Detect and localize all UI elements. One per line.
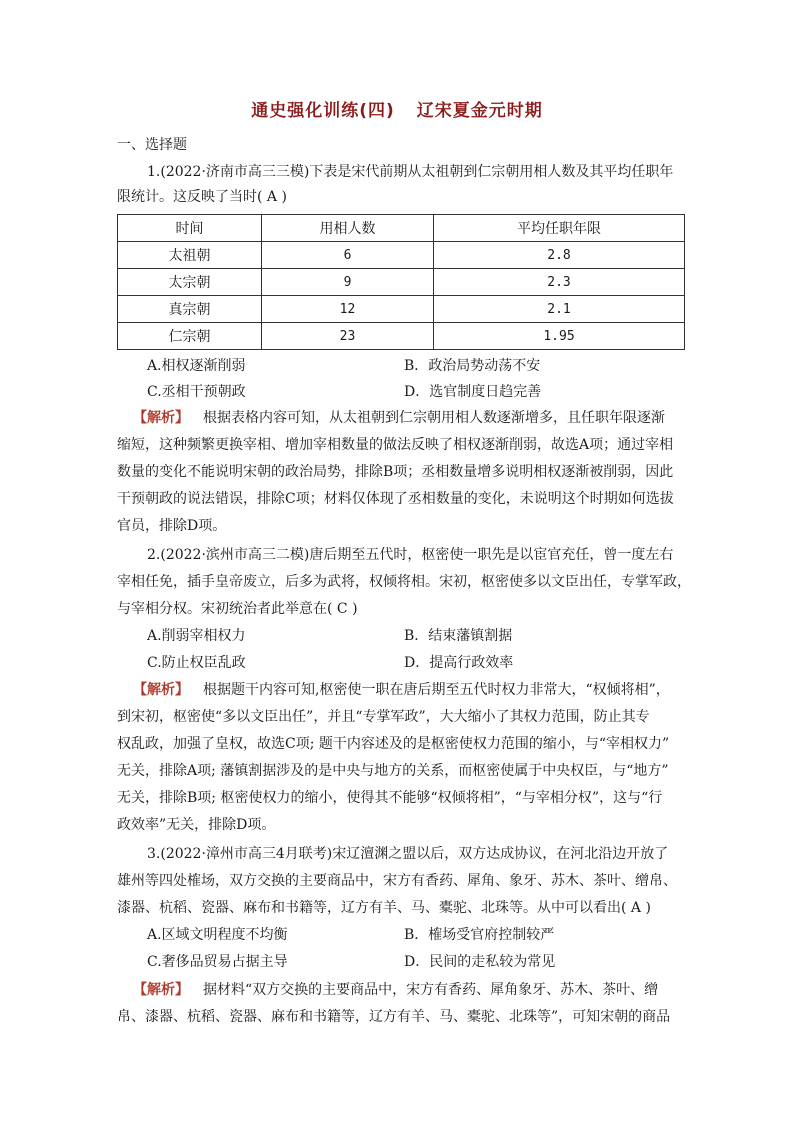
q1-analysis-line-4: 干预朝政的说法错误，排除C项；材料仅体现了丞相数量的变化，未说明这个时期如何选拔 bbox=[117, 491, 674, 507]
q1-statistics-table bbox=[117, 214, 685, 350]
q2-stem-line-3: 与宰相分权。宋初统治者此举意在( C ) bbox=[117, 601, 358, 617]
q1-option-a: A.相权逐渐削弱 bbox=[147, 358, 246, 374]
page-title bbox=[0, 96, 794, 121]
table-cell: 23 bbox=[262, 323, 434, 350]
table-cell: 12 bbox=[262, 296, 434, 323]
q2-option-c: C.防止权臣乱政 bbox=[147, 655, 246, 671]
table-header-cell: 用相人数 bbox=[262, 215, 434, 242]
q3-option-c: C.奢侈品贸易占据主导 bbox=[147, 954, 288, 970]
analysis-tag: 【解析】 bbox=[133, 682, 189, 698]
table-cell: 2.3 bbox=[434, 269, 685, 296]
table-cell: 2.8 bbox=[434, 242, 685, 269]
table-row bbox=[118, 323, 685, 350]
q3-analysis-line-1 bbox=[133, 981, 703, 999]
q2-analysis-line-2: 到宋初，枢密使“多以文臣出任”，并且“专掌军政”，大大缩小了其权力范围，防止其专 bbox=[117, 709, 650, 725]
q2-analysis-line-6: 政效率”无关，排除D项。 bbox=[117, 817, 276, 833]
q1-option-d: D．选官制度日趋完善 bbox=[404, 384, 542, 400]
table-header-cell: 平均任职年限 bbox=[434, 215, 685, 242]
analysis-text: 根据表格内容可知，从太祖朝到仁宗朝用相人数逐渐增多，且任职年限逐渐 bbox=[203, 410, 665, 426]
q3-analysis-line-2: 帛、漆器、杭稻、瓷器、麻布和书籍等，辽方有羊、马、橐驼、北珠等”，可知宋朝的商品 bbox=[117, 1009, 671, 1025]
analysis-text: 根据题干内容可知,枢密使一职在唐后期至五代时权力非常大，“权倾将相”， bbox=[203, 682, 670, 698]
q2-stem-line-2: 宰相任免，插手皇帝废立，后多为武将，权倾将相。宋初，枢密使多以文臣出任，专掌军政， bbox=[117, 574, 691, 590]
table-row bbox=[118, 269, 685, 296]
q1-analysis-line-5: 官员，排除D项。 bbox=[117, 518, 227, 534]
q1-analysis-line-2: 缩短，这种频繁更换宰相、增加宰相数量的做法反映了相权逐渐削弱，故选A项；通过宰相 bbox=[117, 437, 674, 453]
q1-analysis-line-1 bbox=[133, 409, 703, 427]
q3-option-b: B．榷场受官府控制较严 bbox=[404, 927, 555, 943]
q2-option-d: D．提高行政效率 bbox=[404, 655, 514, 671]
q2-analysis-line-5: 无关，排除B项; 枢密使权力的缩小，使得其不能够“权倾将相”，“与宰相分权”，这与“行 bbox=[117, 790, 663, 806]
table-cell: 太祖朝 bbox=[118, 242, 262, 269]
q2-analysis-line-4: 无关，排除A项; 藩镇割据涉及的是中央与地方的关系，而枢密使属于中央权臣，与“地方” bbox=[117, 763, 669, 779]
table-cell: 真宗朝 bbox=[118, 296, 262, 323]
q3-option-a: A.区域文明程度不均衡 bbox=[147, 927, 288, 943]
q2-stem-line-1: 2.(2022·滨州市高三二模)唐后期至五代时，枢密使一职先是以宦官充任，曾一度左右 bbox=[147, 547, 674, 563]
q3-option-d: D．民间的走私较为常见 bbox=[404, 954, 556, 970]
table-cell: 1.95 bbox=[434, 323, 685, 350]
table-cell: 太宗朝 bbox=[118, 269, 262, 296]
q3-stem-line-1: 3.(2022·漳州市高三4月联考)宋辽澶渊之盟以后，双方达成协议，在河北沿边开放了 bbox=[147, 846, 669, 862]
table-row bbox=[118, 296, 685, 323]
section-heading: 一、选择题 bbox=[117, 137, 187, 153]
analysis-text: 据材料“双方交换的主要商品中，宋方有香药、犀角象牙、苏木、茶叶、缯 bbox=[203, 982, 659, 998]
q1-stem-line-1: 1.(2022·济南市高三三模)下表是宋代前期从太祖朝到仁宗朝用相人数及其平均任职年 bbox=[147, 164, 674, 180]
q2-analysis-line-3: 权乱政，加强了皇权，故选C项; 题干内容述及的是枢密使权力范围的缩小，与“宰相权力” bbox=[117, 736, 670, 752]
title-main: 通史强化训练(四) bbox=[251, 101, 395, 121]
q2-option-b: B．结束藩镇割据 bbox=[404, 628, 513, 644]
table-cell: 2.1 bbox=[434, 296, 685, 323]
table-cell: 9 bbox=[262, 269, 434, 296]
table-cell: 6 bbox=[262, 242, 434, 269]
analysis-tag: 【解析】 bbox=[133, 982, 189, 998]
table-row bbox=[118, 242, 685, 269]
analysis-tag: 【解析】 bbox=[133, 410, 189, 426]
q1-option-b: B．政治局势动荡不安 bbox=[404, 358, 541, 374]
q1-option-c: C.丞相干预朝政 bbox=[147, 384, 246, 400]
q1-analysis-line-3: 数量的变化不能说明宋朝的政治局势，排除B项；丞相数量增多说明相权逐渐被削弱，因此 bbox=[117, 464, 674, 480]
title-sub: 辽宋夏金元时期 bbox=[416, 101, 543, 121]
q2-option-a: A.削弱宰相权力 bbox=[147, 628, 246, 644]
table-cell: 仁宗朝 bbox=[118, 323, 262, 350]
table-header-row bbox=[118, 215, 685, 242]
table-header-cell: 时间 bbox=[118, 215, 262, 242]
q1-stem-line-2: 限统计。这反映了当时( A ) bbox=[117, 189, 287, 205]
q3-stem-line-3: 漆器、杭稻、瓷器、麻布和书籍等，辽方有羊、马、橐驼、北珠等。从中可以看出( A ) bbox=[117, 900, 651, 916]
q2-analysis-line-1 bbox=[133, 681, 703, 699]
q3-stem-line-2: 雄州等四处榷场，双方交换的主要商品中，宋方有香药、犀角、象牙、苏木、茶叶、缯帛、 bbox=[117, 873, 677, 889]
